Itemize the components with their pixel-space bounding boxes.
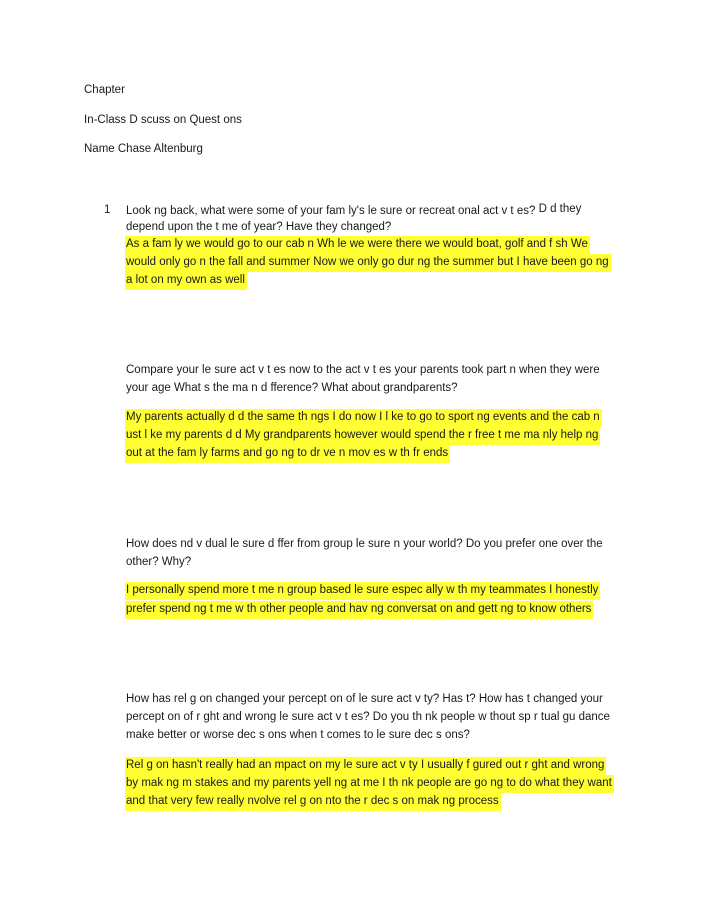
answer-2-line-2: ust l ke my parents d d My grandparents however would spend the r free t me ma nly help ng <box>125 427 600 445</box>
question-1-line-1-text: Look ng back, what were some of your fam ly's le sure or recreat onal act v t es? <box>126 205 536 217</box>
question-3-line-1: How does nd v dual le sure d ffer from group le sure n your world? Do you prefer one over the <box>126 538 603 550</box>
answer-1-line-1: As a fam ly we would go to our cab n Wh le we were there we would boat, golf and f sh We <box>125 236 590 254</box>
question-2-line-2: your age What s the ma n d fference? What about grandparents? <box>126 382 458 394</box>
answer-4-line-1: Rel g on hasn't really had an mpact on my le sure act v ty I usually f gured out r ght and wrong <box>125 757 606 775</box>
question-4-line-2: percept on of r ght and wrong le sure act v t es? Do you th nk people w thout sp r tual gu dance <box>126 711 610 723</box>
question-1-line-2: depend upon the t me of year? Have they changed? <box>126 221 392 233</box>
answer-3-line-2: prefer spend ng t me w th other people and hav ng conversat on and gett ng to know others <box>125 601 593 619</box>
answer-2-line-3: out at the fam ly farms and go ng to dr ve n mov es w th fr ends <box>125 445 450 463</box>
answer-2-line-1: My parents actually d d the same th ngs I do now I l ke to go to sport ng events and the cab n <box>125 409 602 427</box>
question-1-line-1 <box>126 204 581 218</box>
answer-4-line-3: and that very few really nvolve rel g on nto the r dec s on mak ng process <box>125 793 501 811</box>
assignment-title: In-Class D scuss on Quest ons <box>84 114 242 126</box>
answer-1-line-2: would only go n the fall and summer Now we only go dur ng the summer but I have been go ng <box>125 254 611 272</box>
answer-3-line-1: I personally spend more t me n group based le sure espec ally w th my teammates I honestly <box>125 582 600 600</box>
question-number: 1 <box>104 204 111 216</box>
chapter-label: Chapter <box>84 84 125 96</box>
answer-4-line-2: by mak ng m stakes and my parents yell ng at me I th nk people are go ng to do what they want <box>125 775 614 793</box>
student-name: Name Chase Altenburg <box>84 143 203 155</box>
question-4-line-1: How has rel g on changed your percept on of le sure act v ty? Has t? How has t changed your <box>126 693 603 705</box>
question-1-line-1-tail: D d they <box>538 203 582 215</box>
answer-1-line-3: a lot on my own as well <box>125 272 247 290</box>
question-3-line-2: other? Why? <box>126 556 192 568</box>
question-2-line-1: Compare your le sure act v t es now to the act v t es your parents took part n when they were <box>126 364 600 376</box>
question-4-line-3: make better or worse dec s ons when t comes to le sure dec s ons? <box>126 729 470 741</box>
